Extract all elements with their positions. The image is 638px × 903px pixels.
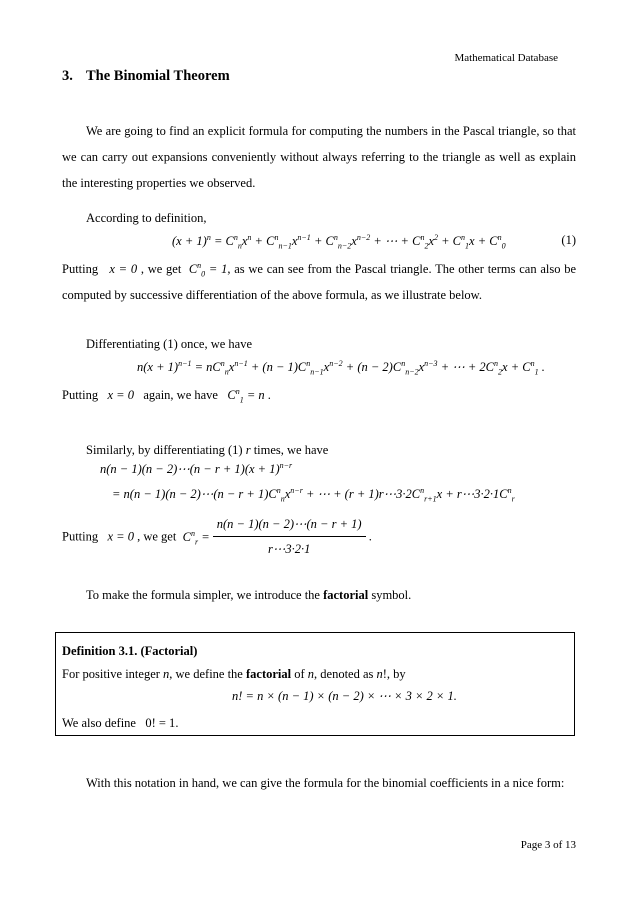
putting-paragraph-2: Putting x = 0 again, we have $C^n_1 = n$ .: [62, 386, 271, 405]
cr-denominator: r⋯3·2·1: [267, 542, 311, 556]
def-of: of: [291, 667, 308, 681]
math-zero-factorial: 0! = 1: [145, 716, 176, 730]
putting-2-prefix: Putting: [62, 388, 99, 402]
intro-paragraph: We are going to find an explicit formula for computing the numbers in the Pascal triangle, so that we can carry out expansions conveniently without always referring to the triangle as well as explain the interesting properties we observed.: [62, 124, 576, 190]
factorial-intro-bold: factorial: [323, 588, 369, 602]
similarly-var: r: [245, 443, 251, 457]
def-mid: , we define the: [169, 667, 246, 681]
definition-title: Definition 3.1. (Factorial): [62, 644, 198, 658]
definition-line-3: We also define 0! = 1.: [62, 716, 179, 730]
math-x-zero-2: x = 0: [107, 388, 134, 402]
similarly-post: times, we have: [250, 443, 329, 457]
def-end: !, by: [382, 667, 406, 681]
def-also-define: We also define: [62, 716, 136, 730]
math-c1-n: $C^n_1 = n$: [227, 386, 265, 405]
putting-3-prefix: Putting: [62, 529, 99, 544]
cr-fraction: [213, 514, 366, 559]
math-x-zero-1: x = 0: [109, 262, 138, 276]
putting-paragraph-1: [62, 256, 576, 308]
equation-1-number: (1): [561, 233, 576, 247]
factorial-intro-pre: To make the formula simpler, we introduce the: [86, 588, 324, 602]
putting-1-suffix: , as we can see from the Pascal triangle. The other terms can also be computed by successive differentiation of the above formula, as we illustrate below.: [62, 262, 577, 302]
equation-1: $(x + 1)^n = C^n_nx^n + C^n_{n-1}x^{n-1} + C^n_{n-2}x^{n-2}$ + ⋯ + $C^n_2x^2 + C^n_1x + C^n_0$: [172, 232, 506, 251]
math-c0-one: $C^n_0 = 1$: [188, 260, 228, 279]
cr-numerator: n(n − 1)(n − 2)⋯(n − r + 1): [213, 514, 366, 537]
equation-derivative: $n(x + 1)^{n-1} = nC^n_nx^{n-1} + (n - 1)C^n_{n-1}x^{n-2} + (n - 2)C^n_{n-2}x^{n-3}$ + ⋯ + $2C^n_2x + C^n_1$ .: [137, 358, 545, 377]
putting-2-mid: again, we have: [143, 388, 218, 402]
putting-paragraph-3: Putting x = 0 , we get $C^n_r$ = $\frac{n(n - 1)(n - 2)\cdots(n - r + 1)}{r\cdots 3\cdot 2\cdot 1}$ .: [62, 514, 576, 559]
similarly-text: [62, 437, 576, 463]
section-title: [62, 68, 230, 85]
equation-r-derivative-line2: = n(n − 1)(n − 2)⋯(n − $r + 1)C^n_nx^{n-r}$ + ⋯ + $(r + 1)r\cdots 3\cdot 2C^n_{r+1}x$ + $r\cdots 3\cdot 2\cdot 1C^n_r$: [112, 485, 515, 504]
def-n2: n: [307, 667, 315, 681]
def-post: , denoted as: [314, 667, 377, 681]
closing-paragraph: With this notation in hand, we can give the formula for the binomial coefficients in a nice form:: [86, 776, 565, 790]
putting-3-mid: , we get: [137, 529, 177, 544]
page-header: Mathematical Database: [454, 52, 558, 64]
def-n: n: [163, 667, 170, 681]
factorial-formula: n! = n × (n − 1) × (n − 2) × ⋯ × 3 × 2 × 1.: [232, 689, 457, 703]
section-number: 3.: [62, 68, 73, 84]
similarly-pre: Similarly, by differentiating (1): [86, 443, 246, 457]
putting-1-mid: , we get: [140, 262, 182, 276]
def-pre: For positive integer: [62, 667, 164, 681]
factorial-intro-post: symbol.: [368, 588, 412, 602]
section-title-text: The Binomial Theorem: [86, 68, 230, 84]
definition-line-1: [62, 661, 576, 687]
math-cr-formula: $C^n_r$ =: [182, 528, 213, 546]
factorial-intro: [62, 582, 576, 608]
def-nfact: n: [376, 667, 383, 681]
def-bold-factorial: factorial: [245, 667, 292, 681]
diff-once-text: Differentiating (1) once, we have: [86, 337, 253, 351]
putting-1-prefix: Putting: [62, 262, 99, 276]
math-x-zero-3: x = 0: [107, 529, 134, 544]
according-text: According to definition,: [86, 211, 207, 225]
page-footer: Page 3 of 13: [520, 839, 576, 851]
equation-r-derivative-line1: n(n − 1)(n − 2)⋯(n − $r + 1)(x + 1)^{n-r}$: [100, 460, 293, 476]
